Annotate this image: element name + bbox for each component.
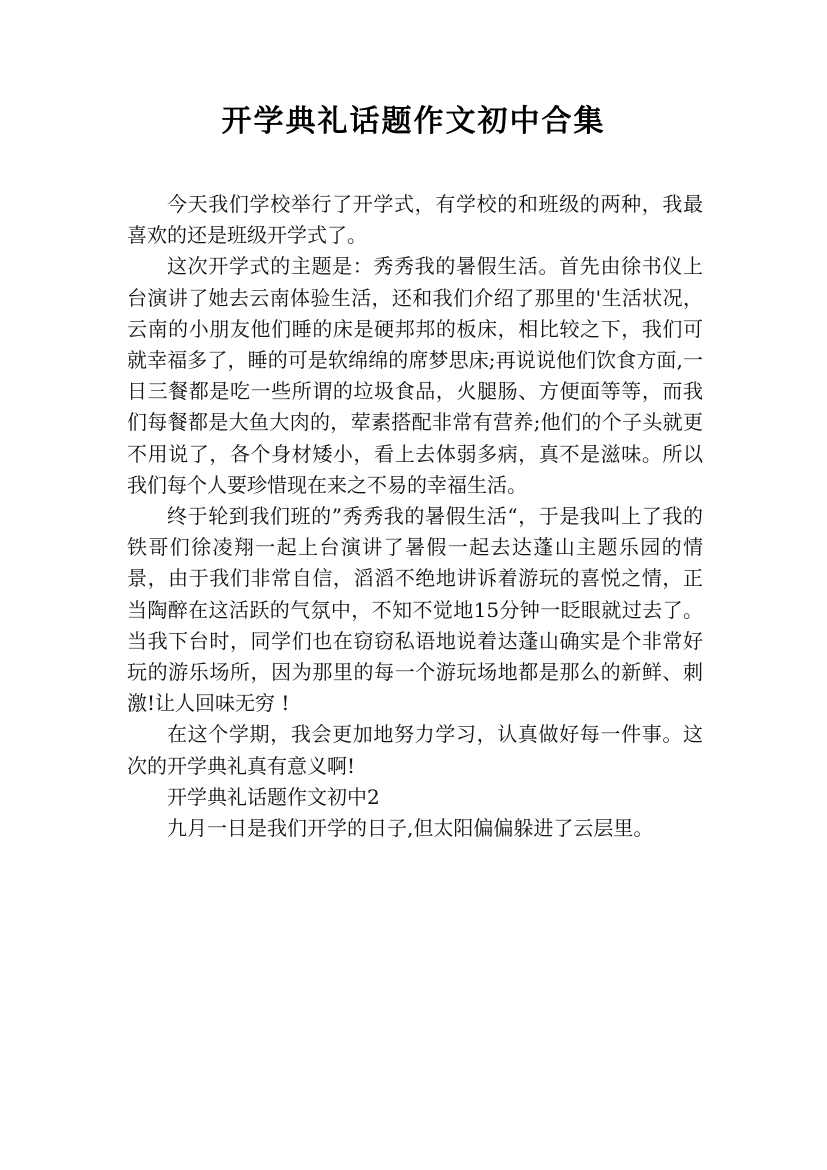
section-heading: 开学典礼话题作文初中2 xyxy=(167,784,380,809)
paragraph: 在这个学期，我会更加地努力学习，认真做好每一件事。这次的开学典礼真有意义啊! xyxy=(127,722,703,778)
paragraph: 九月一日是我们开学的日子,但太阳偏偏躲进了云层里。 xyxy=(167,816,654,841)
document-body xyxy=(127,189,703,844)
paragraph: 这次开学式的主题是：秀秀我的暑假生活。首先由徐书仪上台演讲了她去云南体验生活，还和我们介绍了那里的'生活状况，云南的小朋友他们睡的床是硬邦邦的板床，相比较之下，我们可就幸福多了，睡的可是软绵绵的席梦思床;再说说他们饮食方面,一日三餐都是吃一些所谓的垃圾食品，火腿肠、方便面等等，而我们每餐都是大鱼大肉的，荤素搭配非常有营养;他们的个子头就更不用说了，各个身材矮小，看上去体弱多病，真不是滋味。所以我们每个人要珍惜现在来之不易的幸福生活。 xyxy=(127,254,703,497)
document-title: 开学典礼话题作文初中合集 xyxy=(221,104,606,139)
paragraph: 今天我们学校举行了开学式，有学校的和班级的两种，我最喜欢的还是班级开学式了。 xyxy=(127,192,703,248)
paragraph: 终于轮到我们班的”秀秀我的暑假生活“，于是我叫上了我的铁哥们徐凌翔一起上台演讲了暑假一起去达蓬山主题乐园的情景，由于我们非常自信，滔滔不绝地讲诉着游玩的喜悦之情，正当陶醉在这活跃的气氛中，不知不觉地15分钟一眨眼就过去了。当我下台时，同学们也在窃窃私语地说着达蓬山确实是个非常好玩的游乐场所，因为那里的每一个游玩场地都是那么的新鲜、刺激!让人回味无穷 ! xyxy=(127,504,703,716)
